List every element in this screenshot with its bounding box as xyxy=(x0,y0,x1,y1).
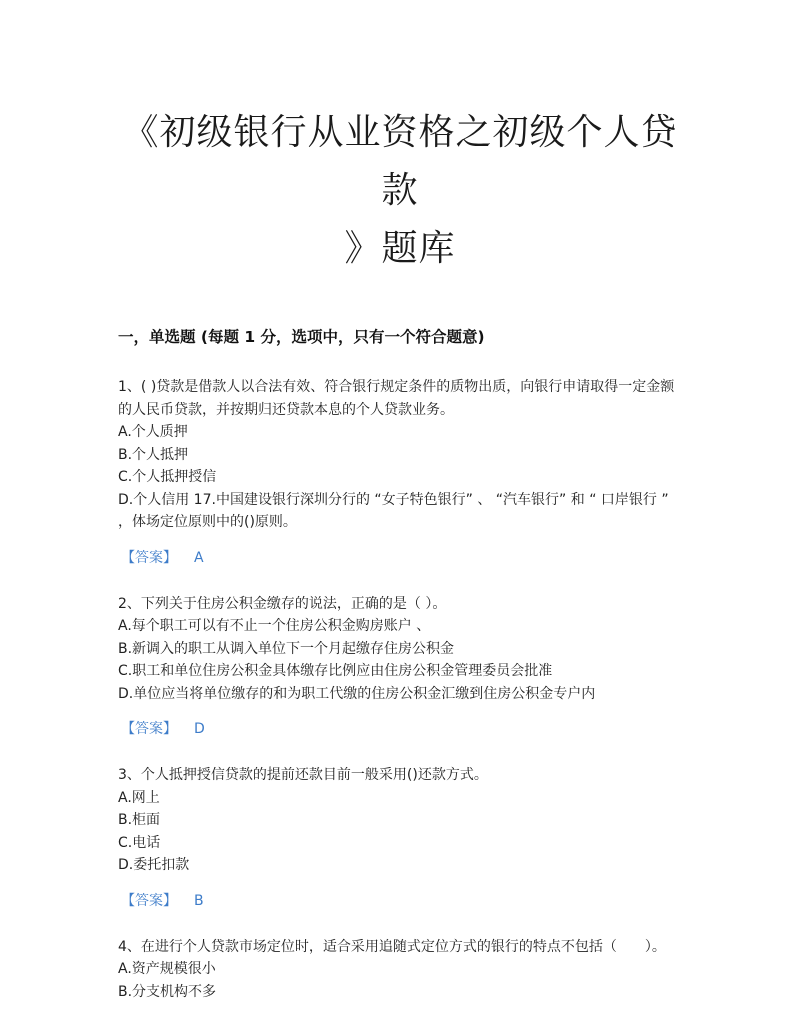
option-a: A.资产规模很小 xyxy=(118,961,216,977)
option-b: B.个人抵押 xyxy=(118,446,189,463)
question-3 xyxy=(118,764,682,877)
option-b: B.柜面 xyxy=(118,812,161,828)
option-d: D.单位应当将单位缴存的和为职工代缴的住房公积金汇缴到住房公积金专户内 xyxy=(118,685,596,702)
answer-line xyxy=(118,890,682,912)
document-title xyxy=(118,0,682,278)
question-text: 3、个人抵押授信贷款的提前还款目前一般采用()还款方式。 xyxy=(118,767,488,783)
option-c: C.职工和单位住房公积金具体缴存比例应由住房公积金管理委员会批准 xyxy=(118,663,553,679)
question-text: 4、在进行个人贷款市场定位时，适合采用追随式定位方式的银行的特点不包括（ ）。 xyxy=(118,938,666,955)
option-a: A.个人质押 xyxy=(118,424,188,440)
option-d: D.委托扣款 xyxy=(118,857,190,873)
answer-label: 【答案】 xyxy=(121,549,177,566)
option-c: C.电话 xyxy=(118,834,161,851)
question-1 xyxy=(118,376,682,534)
option-c: C.个人抵押授信 xyxy=(118,469,217,485)
section-heading: 一，单选题 (每题 1 分，选项中，只有一个符合题意) xyxy=(118,328,485,346)
option-d: D.个人信用 17.中国建设银行深圳分行的 “女子特色银行” 、 “汽车银行” 和 “ 口岸银行 ” ，体场定位原则中的()原则。 xyxy=(118,491,669,530)
answer-value: B xyxy=(194,892,204,909)
document-title-line-1: 《初级银行从业资格之初级个人贷款 xyxy=(122,112,678,211)
option-b: B.分支机构不多 xyxy=(118,983,217,1000)
question-text: 2、下列关于住房公积金缴存的说法，正确的是（ ）。 xyxy=(118,595,447,612)
answer-label: 【答案】 xyxy=(121,892,177,909)
option-a: A.每个职工可以有不止一个住房公积金购房账户 、 xyxy=(118,618,431,634)
document-title-line-2: 》题库 xyxy=(344,228,456,269)
option-b: B.新调入的职工从调入单位下一个月起缴存住房公积金 xyxy=(118,640,455,657)
answer-value: A xyxy=(194,549,204,566)
question-text: 1、( )贷款是借款人以合法有效、符合银行规定条件的质物出质，向银行申请取得一定金额的人民币贷款，并按期归还贷款本息的个人贷款业务。 xyxy=(118,379,675,418)
option-a: A.网上 xyxy=(118,789,160,806)
answer-line xyxy=(118,718,682,740)
question-2 xyxy=(118,593,682,706)
answer-line xyxy=(118,547,682,569)
question-4 xyxy=(118,936,682,1004)
answer-label: 【答案】 xyxy=(121,721,177,737)
answer-value: D xyxy=(194,721,205,737)
